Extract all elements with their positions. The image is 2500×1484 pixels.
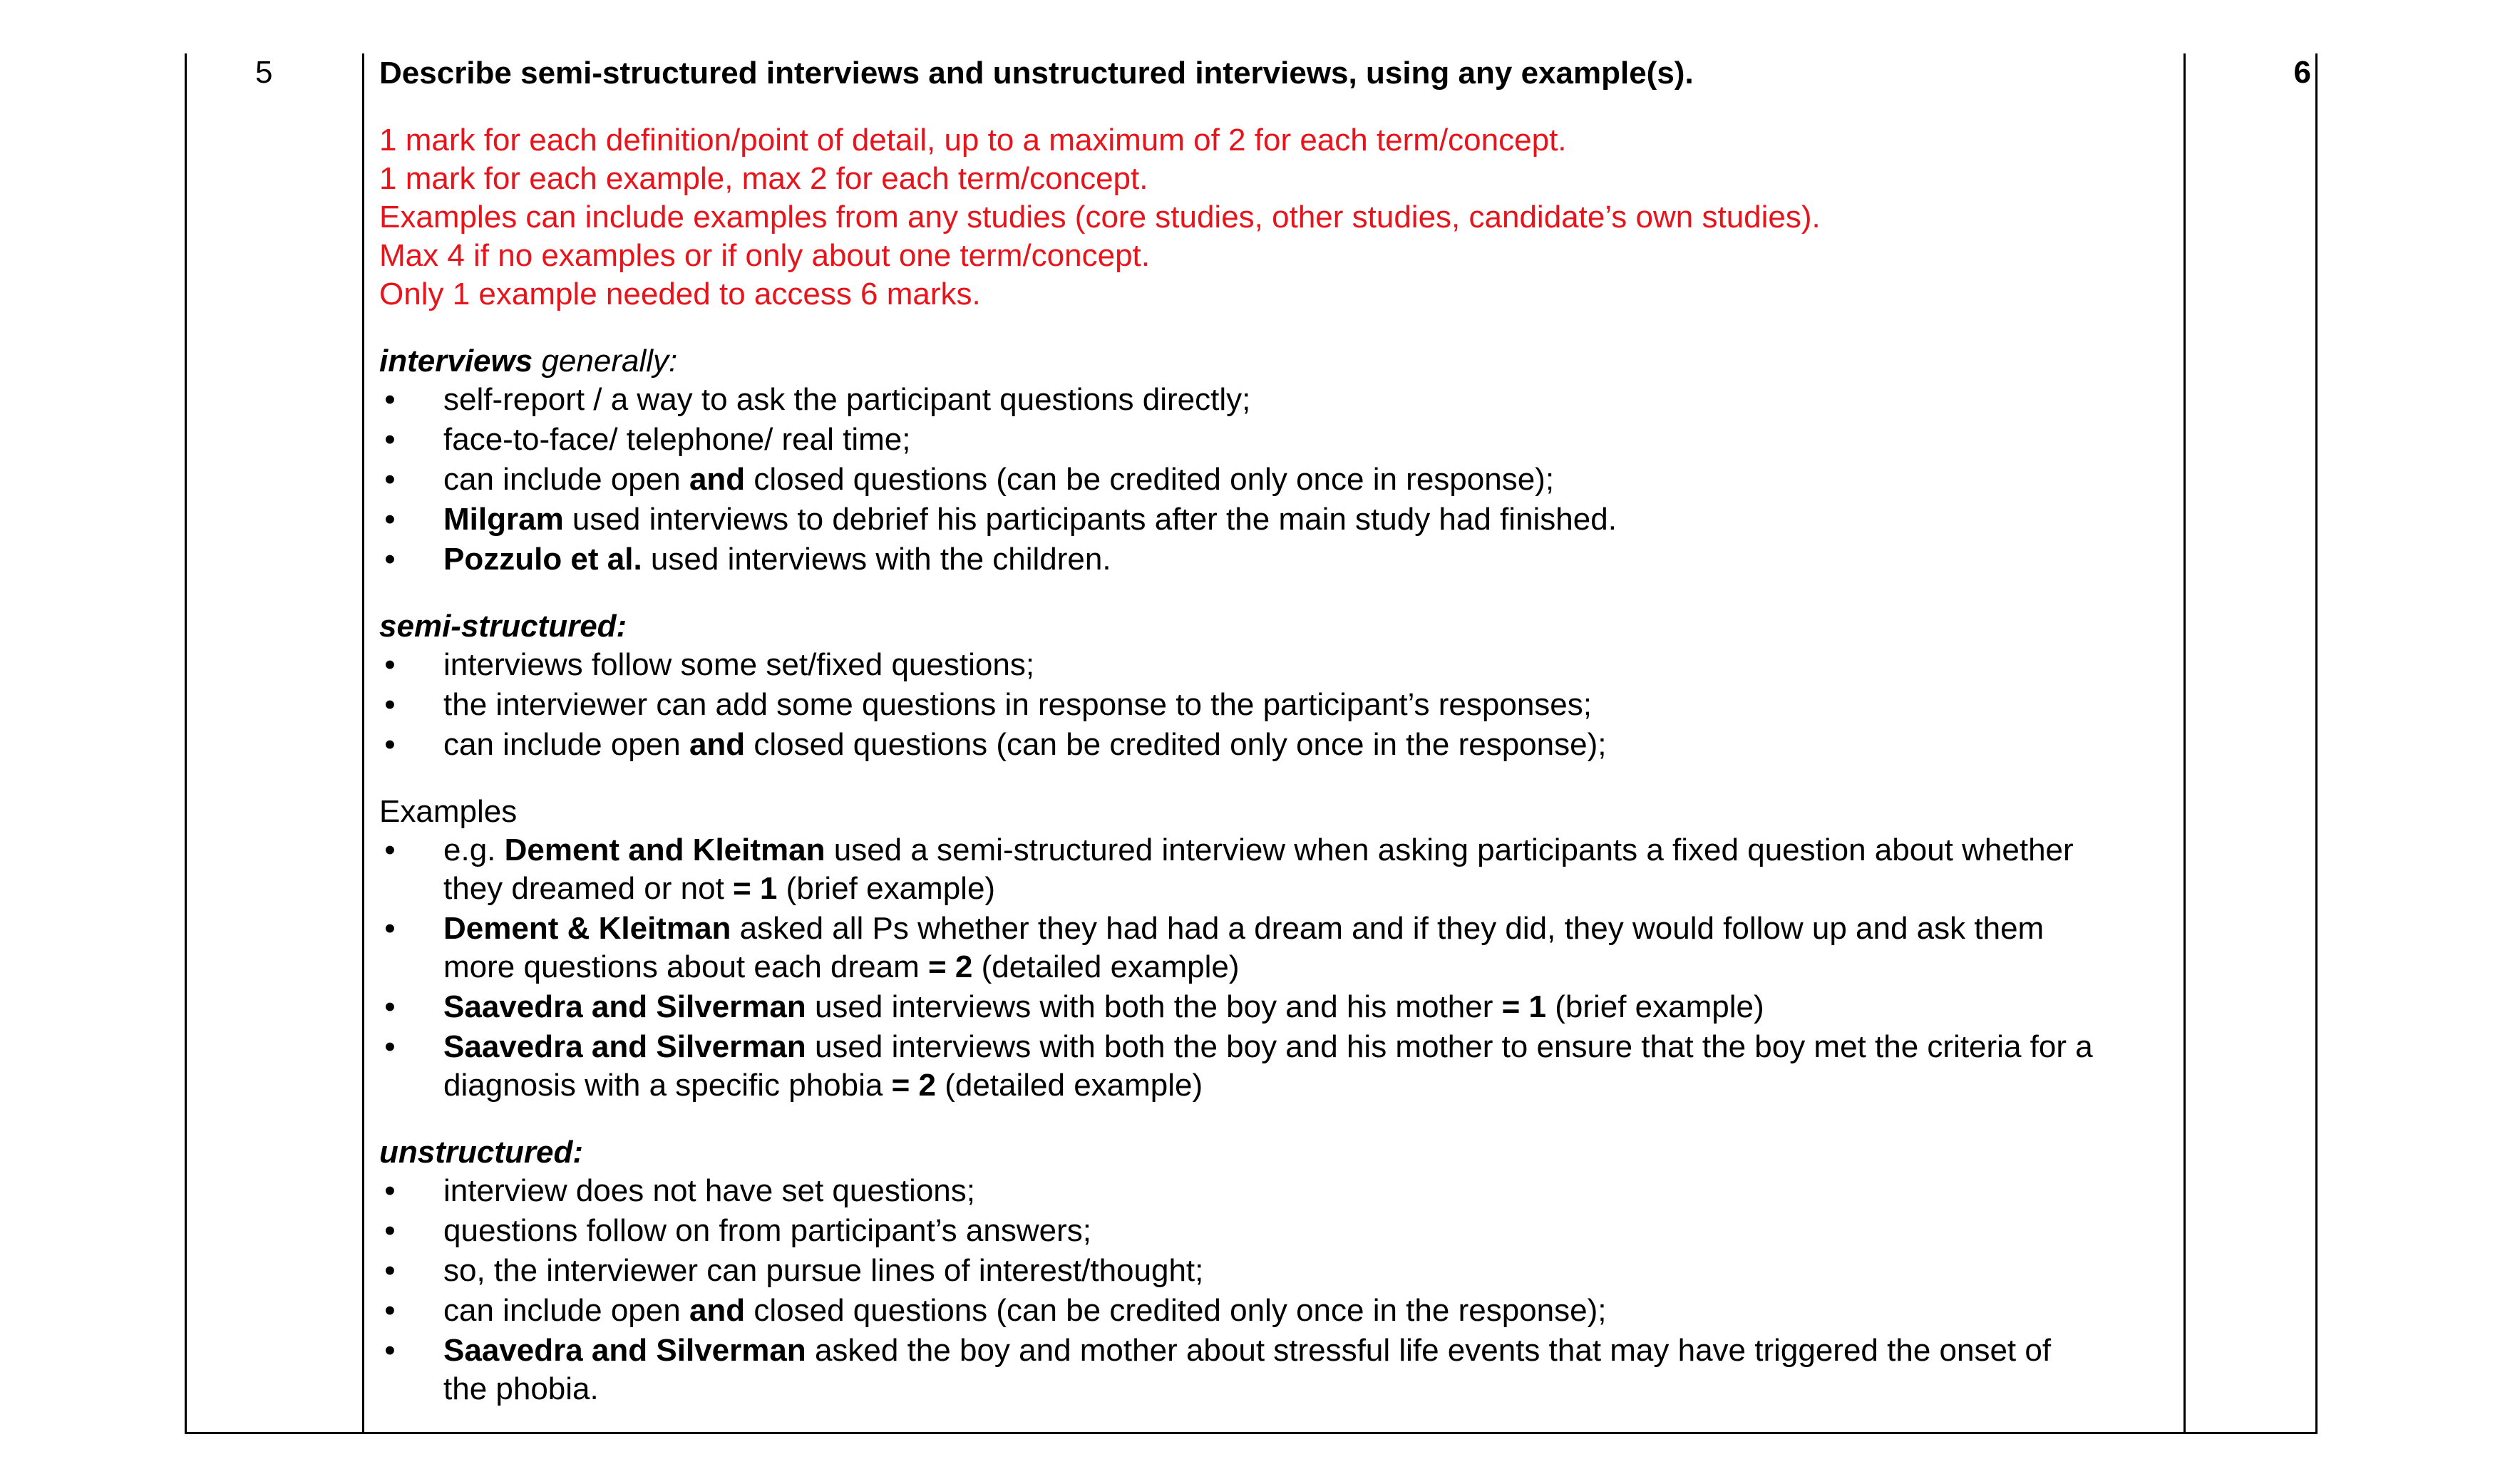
bullet-icon: • — [384, 1293, 396, 1328]
bullet-icon: • — [384, 422, 396, 457]
guidance-line: Examples can include examples from any studies (core studies, other studies, candidate’s own studies). — [379, 200, 1821, 235]
bullet-icon: • — [384, 1029, 396, 1064]
section-heading: interviews generally: — [379, 344, 678, 378]
bullet-icon: • — [384, 382, 396, 417]
bullet-icon: • — [384, 989, 396, 1024]
bullet-icon: • — [384, 1333, 396, 1368]
bullet-icon: • — [384, 542, 396, 577]
list-item: • self-report / a way to ask the participant questions directly; — [379, 381, 2181, 419]
question-number: 5 — [255, 55, 273, 90]
marking-guidance — [379, 121, 2181, 314]
guidance-line: Max 4 if no examples or if only about one term/concept. — [379, 238, 1151, 273]
answer-cell — [379, 54, 2181, 1410]
bullet-list — [379, 381, 2181, 579]
list-item: • Dement & Kleitman asked all Ps whether they had had a dream and if they did, they would follow up and ask them more questions about each dream = 2 (detailed example) — [379, 910, 2181, 986]
list-item: • Saavedra and Silverman used interviews with both the boy and his mother = 1 (brief example) — [379, 988, 2181, 1026]
list-item: • can include open and closed questions (can be credited only once in response); — [379, 460, 2181, 499]
bullet-icon: • — [384, 833, 396, 867]
section-semi-structured — [379, 607, 2181, 764]
list-item: • e.g. Dement and Kleitman used a semi-structured interview when asking participants a fixed question about whether they dreamed or not = 1 (brief example) — [379, 831, 2181, 908]
section-unstructured — [379, 1133, 2181, 1408]
bullet-list — [379, 831, 2181, 1105]
bullet-icon: • — [384, 1213, 396, 1248]
bullet-icon: • — [384, 687, 396, 722]
bullet-icon: • — [384, 502, 396, 537]
bullet-icon: • — [384, 911, 396, 946]
list-item: • so, the interviewer can pursue lines of interest/thought; — [379, 1252, 2181, 1290]
section-heading: Examples — [379, 794, 518, 829]
question-text: Describe semi-structured interviews and unstructured interviews, using any example(s). — [379, 56, 1694, 91]
column-divider-question — [362, 53, 364, 1434]
bullet-icon: • — [384, 1253, 396, 1288]
section-heading: unstructured: — [379, 1135, 583, 1170]
section-interviews-generally — [379, 342, 2181, 579]
list-item: • Milgram used interviews to debrief his participants after the main study had finished. — [379, 500, 2181, 539]
guidance-line: Only 1 example needed to access 6 marks. — [379, 277, 981, 311]
bullet-list — [379, 1172, 2181, 1408]
list-item: • interviews follow some set/fixed questions; — [379, 646, 2181, 684]
bullet-icon: • — [384, 1173, 396, 1208]
list-item: • the interviewer can add some questions in response to the participant’s responses; — [379, 686, 2181, 724]
list-item: • can include open and closed questions (can be credited only once in the response); — [379, 726, 2181, 764]
column-divider-marks — [2183, 53, 2186, 1434]
list-item: • face-to-face/ telephone/ real time; — [379, 421, 2181, 459]
section-heading: semi-structured: — [379, 609, 627, 644]
marks-value: 6 — [2293, 55, 2311, 90]
list-item: • interview does not have set questions; — [379, 1172, 2181, 1210]
guidance-line: 1 mark for each definition/point of detail, up to a maximum of 2 for each term/concept. — [379, 123, 1567, 158]
guidance-line: 1 mark for each example, max 2 for each term/concept. — [379, 161, 1148, 196]
bullet-list — [379, 646, 2181, 764]
section-examples — [379, 793, 2181, 1105]
list-item: • Saavedra and Silverman asked the boy and mother about stressful life events that may have triggered the onset of the phobia. — [379, 1331, 2181, 1408]
bullet-icon: • — [384, 727, 396, 762]
list-item: • Saavedra and Silverman used interviews with both the boy and his mother to ensure that the boy met the criteria for a diagnosis with a specific phobia = 2 (detailed example) — [379, 1028, 2181, 1105]
list-item: • questions follow on from participant’s answers; — [379, 1212, 2181, 1250]
list-item: • Pozzulo et al. used interviews with the children. — [379, 540, 2181, 579]
bullet-icon: • — [384, 647, 396, 682]
list-item: • can include open and closed questions (can be credited only once in the response); — [379, 1292, 2181, 1330]
bullet-icon: • — [384, 462, 396, 497]
